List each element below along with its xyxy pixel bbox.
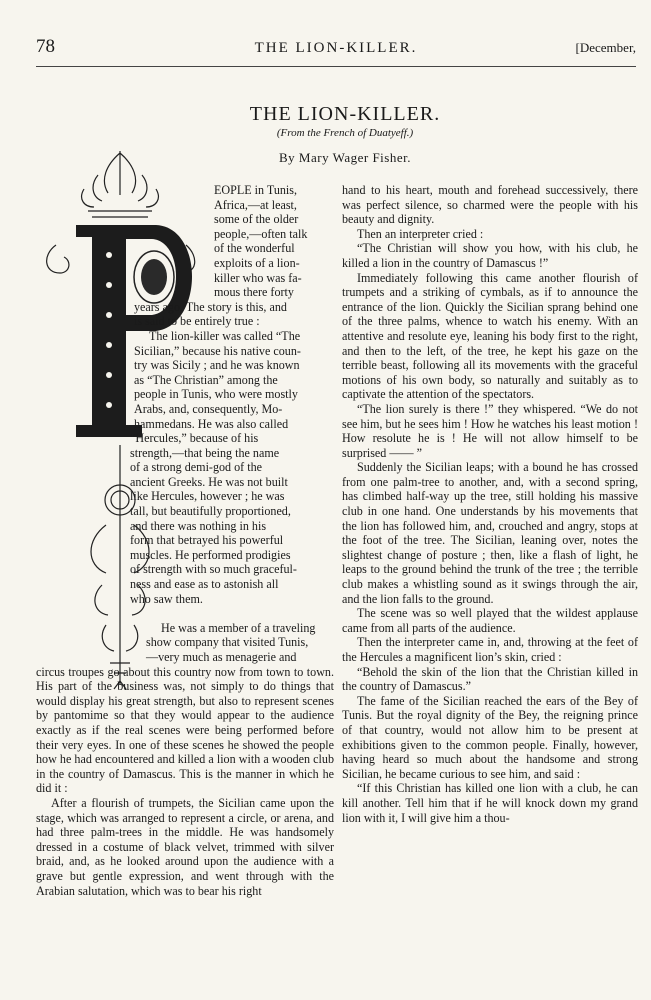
running-month: [December, — [575, 40, 636, 55]
right-column — [342, 183, 638, 825]
paragraph: Then an interpreter cried : — [357, 226, 484, 241]
text-line: killer who was fa- — [214, 270, 302, 285]
text-line: of the wonderful — [214, 241, 295, 256]
text-line: of a strong demi-god of the — [130, 460, 262, 475]
text-line: EOPLE in Tunis, — [214, 183, 298, 197]
header-rule — [36, 66, 636, 67]
paragraph: Suddenly the Sicilian leaps; with a bound he has crossed from one palm-tree to another, and, with a second spring, has climbed half-way up the tree, still holding his massive club in one hand. One understands by his movements that the lion has followed him, and, crouched and angry, stops at the foot of the tree. The Sicilian, leaning over, notes the slightest change of posture ; then, like a flash of light, he leaps to the ground behind the trunk of the tree ; the terrible club makes a whistling sound as it swings through the air, and the lion falls to the ground. — [342, 460, 638, 606]
text-line: like Hercules, however ; he was — [130, 489, 285, 504]
paragraph: The fame of the Sicilian reached the ears of the Bey of Tunis. But the royal dignity of the Bey, the reigning prince of that country, would not allow him to be present at exhibitions given to the common people. Finally, however, having heard so much about the handsome and strong Sicilian, he became curious to see him, and said : — [342, 693, 638, 781]
paragraph: “The lion surely is there !” they whispered. “We do not see him, but he sees him ! How he watches his least motion ! How resolute he is ! He will not allow himself to be surprised —— ” — [342, 401, 638, 460]
page-header — [36, 36, 636, 58]
article-byline: By Mary Wager Fisher. — [279, 150, 411, 165]
left-column-beside-capital-4 — [146, 621, 334, 665]
paragraph: “The Christian will show you how, with his club, he killed a lion in the country of Damascus !” — [342, 241, 638, 270]
text-line: and there was nothing in his — [130, 518, 267, 533]
text-line: Arabs, and, consequently, Mo- — [134, 401, 283, 416]
text-line: hammedans. He was also called — [134, 416, 289, 431]
text-line: —very much as menagerie and — [146, 649, 297, 664]
article-title: THE LION-KILLER. — [249, 103, 441, 125]
paragraph: Then the interpreter came in, and, throwing at the feet of the Hercules a magnificent lion’s skin, cried : — [342, 635, 638, 664]
left-column-full-width — [36, 665, 334, 899]
text-line: tall, but beautifully proportioned, — [130, 503, 291, 518]
text-line: try was Sicily ; and he was known — [134, 358, 300, 373]
text-line: show company that visited Tunis, — [146, 635, 309, 650]
text-line: of strength with so much graceful- — [130, 562, 297, 577]
text-line: exploits of a lion- — [214, 255, 300, 270]
paragraph: “If this Christian has killed one lion with a club, he can kill another. Tell him that if he will knock down my grand lion with it, I will give him a thou- — [342, 781, 638, 825]
drop-cap-letter: P — [98, 395, 99, 396]
paragraph: The scene was so well played that the wildest applause came from all parts of the audience. — [342, 606, 638, 635]
text-line: as “The Christian” among the — [134, 372, 278, 387]
text-line: He was a member of a traveling — [161, 620, 316, 635]
text-line: “Hercules,” because of his — [130, 431, 259, 445]
paragraph: hand to his heart, mouth and forehead successively, there was perfect silence, so charmed were the people with his beauty and dignity. — [342, 183, 638, 227]
paragraph: “Behold the skin of the lion that the Christian killed in the country of Damascus.” — [342, 664, 638, 694]
text-line: who saw them. — [130, 591, 203, 606]
left-column-beside-capital-2 — [134, 300, 334, 431]
left-column-beside-capital-3 — [130, 431, 334, 606]
article-subtitle: (From the French of Duatyeff.) — [276, 127, 414, 139]
text-line: Africa,—at least, — [214, 197, 297, 212]
text-line: ness and ease as to astonish all — [130, 576, 279, 591]
text-line: some of the older — [214, 212, 299, 227]
text-line: years ago. The story is this, and — [134, 299, 287, 314]
paragraph: After a flourish of trumpets, the Sicilian came upon the stage, which was arranged to represent a circle, or arena, and had three palm-trees in the middle. He was handsomely dressed in a costume of black velvet, trimmed with silver braid, and, as he looked around upon the audience with a grave but gentle expression, and went through with the Arabian salutation, which was to bear his right — [36, 795, 334, 898]
paragraph: Immediately following this came another flourish of trumpets and a striking of cymbals, as if to announce the entrance of the lion. Quickly the Sicilian sprang behind one of the three palms, whence to watch his enemy. With an attentive and resolute eye, leaning his body first to the right, and then to the left, of the tree, he kept his gaze on the terrible beast, following all its movements with the graceful motions of his own body, so naturally and suitably as to captivate the attention of the spectators. — [342, 270, 638, 402]
text-line: The lion-killer was called “The — [149, 328, 301, 343]
paragraph: circus troupes go about this country now from town to town. His part of the business was, not simply to do things that would display his great strength, but also to represent scenes by pantomime so that they would appear to the audience exactly as if the real scenes were being performed before their very eyes. In one of these scenes he showed the people how he had encountered and killed a lion with a wooden club in the country of Damascus. This is the manner in which he did it : — [36, 664, 334, 796]
text-line: ancient Greeks. He was not built — [130, 474, 288, 489]
text-line: is said to be entirely true : — [134, 314, 260, 329]
running-title: THE LION-KILLER. — [254, 40, 418, 56]
text-line: strength,—that being the name — [130, 445, 280, 460]
text-line: people in Tunis, who were mostly — [134, 387, 298, 402]
text-line: muscles. He performed prodigies — [130, 547, 291, 562]
text-line: Sicilian,” because his native coun- — [134, 343, 301, 358]
left-column-beside-capital-1 — [214, 183, 334, 300]
text-line: form that betrayed his powerful — [130, 533, 284, 548]
text-line: mous there forty — [214, 285, 294, 300]
page-number: 78 — [36, 36, 55, 57]
text-line: people,—often talk — [214, 226, 308, 241]
